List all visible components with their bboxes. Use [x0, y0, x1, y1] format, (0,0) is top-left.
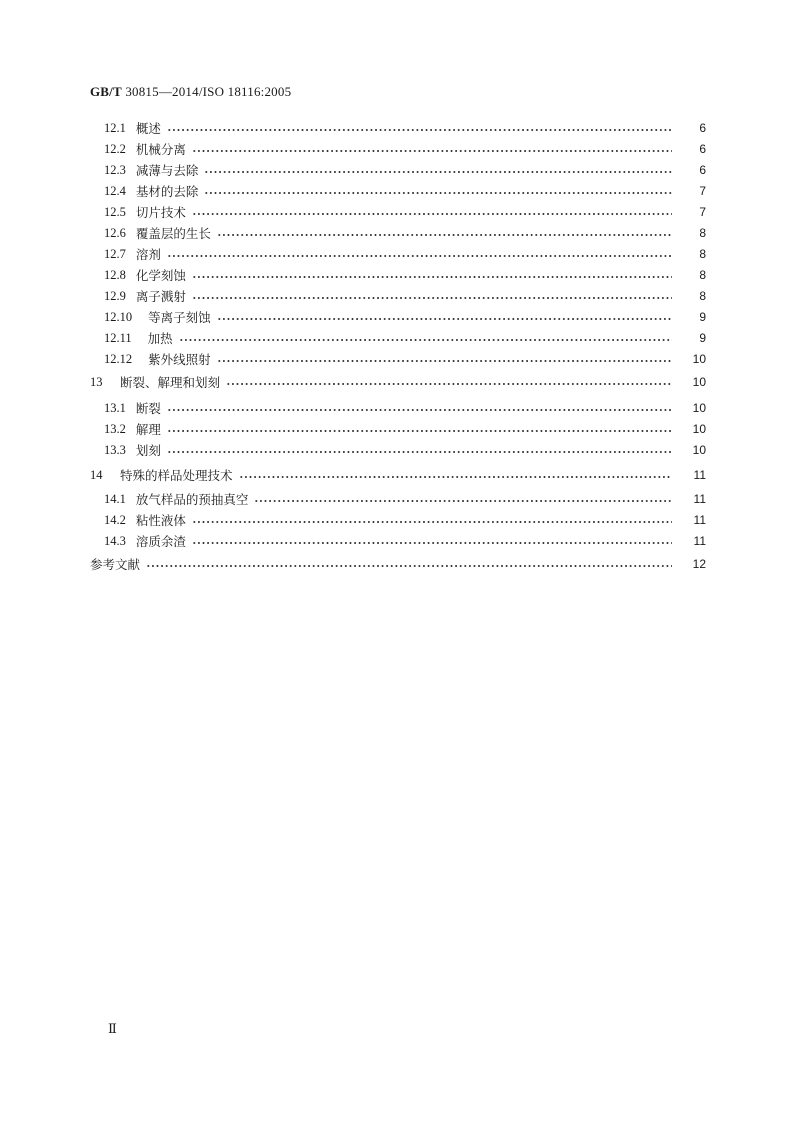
toc-entry-title: 紫外线照射	[148, 352, 211, 367]
toc-entry[interactable]	[104, 286, 706, 306]
toc-leader-dots	[167, 255, 672, 257]
toc-entry-page: 7	[699, 205, 706, 219]
toc-entry-number: 12.10	[104, 309, 133, 324]
toc-entry-number: 14.1	[104, 491, 126, 506]
toc-entry[interactable]	[104, 328, 706, 348]
toc-entry-number: 12.2	[104, 141, 126, 156]
standard-number: 30815—2014/ISO 18116:2005	[125, 84, 292, 99]
toc-entry-title: 断裂	[135, 401, 161, 416]
toc-entry-title: 加热	[147, 331, 173, 346]
toc-leader-dots	[167, 451, 672, 453]
toc-entry-page: 8	[699, 226, 706, 240]
toc-entry-page: 6	[699, 121, 706, 135]
standard-header	[90, 84, 291, 100]
toc-entry-page: 10	[692, 375, 706, 389]
toc-leader-dots	[192, 542, 672, 544]
toc-leader-dots	[167, 409, 672, 411]
toc-entry[interactable]	[104, 489, 706, 509]
toc-entry-number: 12.12	[104, 351, 133, 366]
toc-entry-number: 12.9	[104, 288, 126, 303]
toc-leader-dots	[192, 150, 672, 152]
toc-entry-page: 8	[699, 247, 706, 261]
toc-entry[interactable]	[104, 510, 706, 530]
toc-entry[interactable]	[104, 160, 706, 180]
toc-entry-title: 减薄与去除	[135, 163, 199, 178]
toc-entry-number: 13.1	[104, 400, 126, 415]
toc-entry-page: 8	[699, 268, 706, 282]
toc-entry-page: 6	[699, 142, 706, 156]
toc-entry-number: 14.3	[104, 533, 126, 548]
toc-entry-number: 12.3	[104, 162, 126, 177]
toc-entry[interactable]	[104, 202, 706, 222]
toc-leader-dots	[239, 476, 672, 478]
toc-entry-title: 解理	[135, 422, 161, 437]
toc-leader-dots	[179, 339, 672, 341]
toc-entry-number: 12.4	[104, 183, 126, 198]
toc-entry-page: 6	[699, 163, 706, 177]
toc-entry[interactable]	[104, 307, 706, 327]
standard-prefix: GB/T	[90, 84, 122, 99]
toc-entry-page: 9	[699, 331, 706, 345]
page-number: Ⅱ	[108, 1022, 117, 1037]
toc-leader-dots	[226, 383, 672, 385]
toc-entry-title: 放气样品的预抽真空	[135, 492, 249, 507]
toc-entry-title: 断裂、解理和划刻	[120, 375, 221, 390]
toc-entry-title: 覆盖层的生长	[135, 226, 211, 241]
toc-entry-number: 12.11	[104, 330, 132, 345]
toc-entry-page: 10	[692, 401, 706, 415]
toc-entry-number: 12.8	[104, 267, 126, 282]
toc-entry-title: 划刻	[135, 443, 161, 458]
toc-entry-page: 11	[693, 534, 706, 548]
toc-entry-number: 14.2	[104, 512, 126, 527]
toc-leader-dots	[254, 500, 672, 502]
toc-entry-page: 8	[699, 289, 706, 303]
toc-leader-dots	[167, 129, 672, 131]
toc-entry-title: 切片技术	[135, 205, 186, 220]
toc-entry-page: 10	[692, 422, 706, 436]
toc-leader-dots	[217, 234, 672, 236]
toc-entry[interactable]	[104, 398, 706, 418]
toc-entry-title: 粘性液体	[135, 513, 186, 528]
toc-entry-title: 基材的去除	[135, 184, 199, 199]
toc-entry-number: 13	[90, 374, 103, 389]
toc-entry-number: 13.2	[104, 421, 126, 436]
toc-entry-title: 溶剂	[135, 247, 161, 262]
toc-entry-title: 参考文献	[90, 557, 141, 572]
toc-entry-page: 12	[692, 557, 706, 571]
toc-entry-number: 12.1	[104, 120, 126, 135]
toc-entry-page: 10	[692, 443, 706, 457]
toc-leader-dots	[192, 276, 672, 278]
toc-entry[interactable]	[104, 440, 706, 460]
toc-entry-number: 12.6	[104, 225, 126, 240]
toc-entry[interactable]	[104, 349, 706, 369]
toc-entry[interactable]	[104, 244, 706, 264]
toc-leader-dots	[217, 360, 672, 362]
toc-entry[interactable]	[104, 181, 706, 201]
toc-entry-page: 11	[693, 513, 706, 527]
toc-entry-page: 7	[699, 184, 706, 198]
toc-entry-number: 14	[90, 467, 103, 482]
toc-entry[interactable]	[104, 265, 706, 285]
toc-entry-title: 等离子刻蚀	[148, 310, 211, 325]
toc-leader-dots	[204, 171, 672, 173]
toc-leader-dots	[192, 297, 672, 299]
toc-entry-number: 12.7	[104, 246, 126, 261]
toc-leader-dots	[167, 430, 672, 432]
toc-entry-title: 机械分离	[135, 142, 186, 157]
toc-entry[interactable]	[104, 531, 706, 551]
toc-leader-dots	[204, 192, 672, 194]
toc-entry[interactable]	[90, 554, 706, 574]
toc-entry-title: 概述	[135, 121, 161, 136]
toc-entry[interactable]	[104, 223, 706, 243]
toc-entry[interactable]	[104, 139, 706, 159]
toc-entry[interactable]	[104, 118, 706, 138]
toc-entry-title: 特殊的样品处理技术	[120, 468, 233, 483]
toc-entry-page: 11	[693, 492, 706, 506]
toc-entry[interactable]	[90, 372, 706, 392]
toc-entry-number: 13.3	[104, 442, 126, 457]
toc-entry[interactable]	[90, 465, 706, 485]
toc-leader-dots	[217, 318, 672, 320]
toc-entry-page: 11	[693, 468, 706, 482]
toc-entry-page: 10	[692, 352, 706, 366]
toc-entry-page: 9	[699, 310, 706, 324]
toc-entry-title: 溶质余渣	[135, 534, 186, 549]
toc-entry-number: 12.5	[104, 204, 126, 219]
toc-entry[interactable]	[104, 419, 706, 439]
toc-entry-title: 化学刻蚀	[135, 268, 186, 283]
toc-leader-dots	[192, 521, 672, 523]
toc-entry-title: 离子溅射	[135, 289, 186, 304]
toc-leader-dots	[146, 565, 672, 567]
toc-leader-dots	[192, 213, 672, 215]
